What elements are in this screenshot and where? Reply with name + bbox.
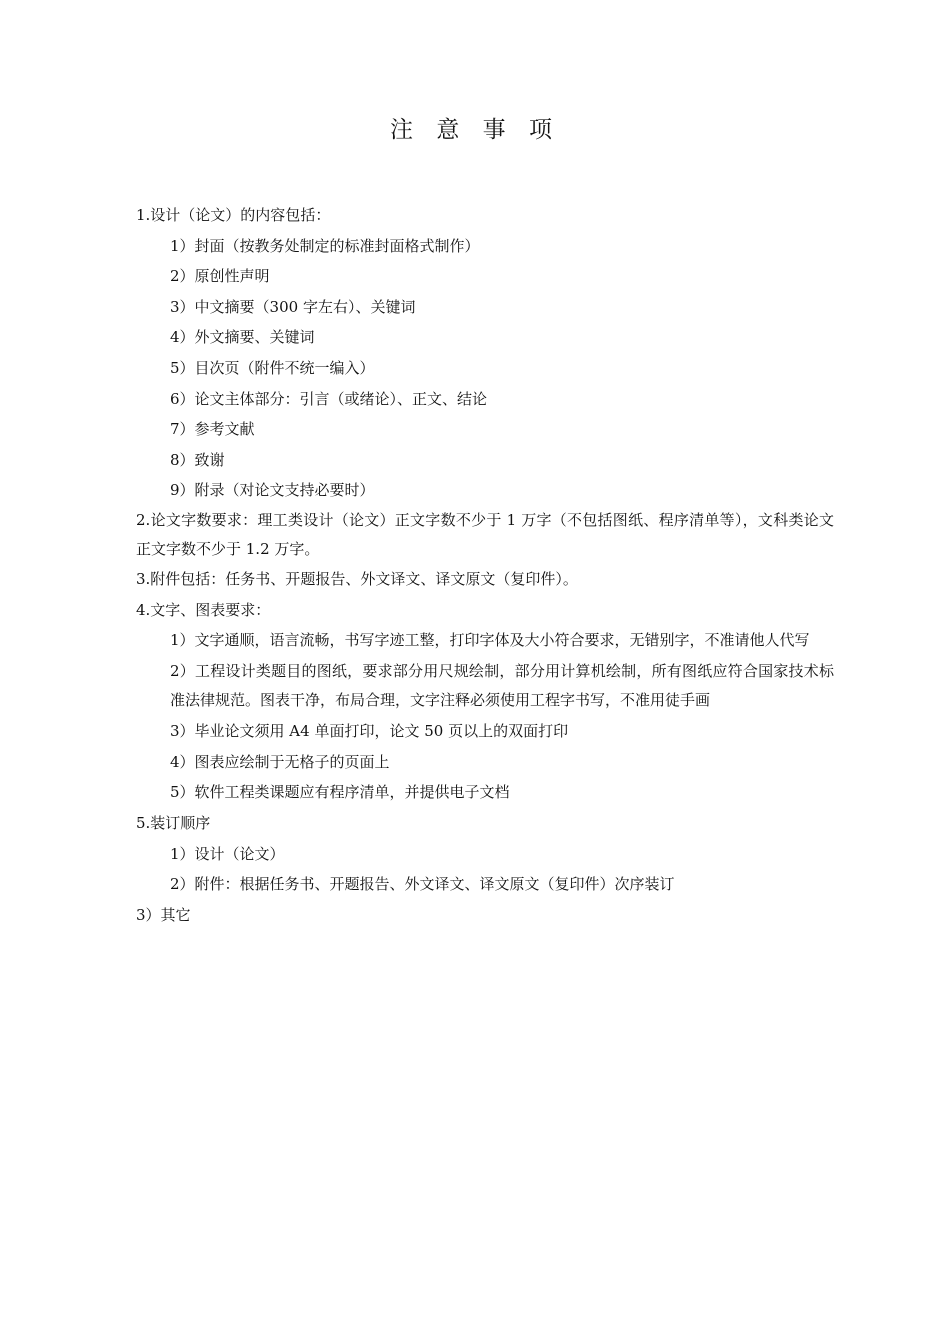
section-5-trailing-item: 3）其它 (136, 905, 191, 924)
list-item: 1）封面（按教务处制定的标准封面格式制作） (170, 236, 480, 255)
section-3-text: 3.附件包括：任务书、开题报告、外文译文、译文原文（复印件）。 (136, 569, 578, 588)
section-5-heading: 5.装订顺序 (136, 813, 211, 832)
section-1-heading: 1.设计（论文）的内容包括： (136, 206, 331, 224)
list-item: 2）附件：根据任务书、开题报告、外文译文、译文原文（复印件）次序装订 (170, 875, 675, 894)
list-item: 3）中文摘要（300 字左右）、关键词 (170, 297, 416, 316)
list-item: 5）目次页（附件不统一编入） (170, 358, 375, 377)
list-item: 1）文字通顺，语言流畅，书写字迹工整，打印字体及大小符合要求，无错别字，不准请他人代写 (170, 631, 810, 650)
notice-content (136, 200, 834, 930)
section-4-heading: 4.文字、图表要求： (136, 600, 271, 619)
list-item: 8）致谢 (170, 450, 225, 469)
list-item: 4）外文摘要、关键词 (170, 328, 315, 347)
list-item: 2）原创性声明 (170, 267, 270, 286)
list-item: 1）设计（论文） (170, 844, 285, 863)
list-item: 6）论文主体部分：引言（或绪论）、正文、结论 (170, 389, 488, 408)
list-item: 9）附录（对论文支持必要时） (170, 481, 375, 500)
section-2-text: 2.论文字数要求：理工类设计（论文）正文字数不少于 1 万字（不包括图纸、程序清单等），文科类论文正文字数不少于 1.2 万字。 (136, 510, 834, 558)
page-title: 注 意 事 项 (390, 117, 560, 143)
list-item: 5）软件工程类课题应有程序清单，并提供电子文档 (170, 783, 510, 802)
list-item: 7）参考文献 (170, 420, 255, 439)
list-item: 2）工程设计类题目的图纸，要求部分用尺规绘制，部分用计算机绘制，所有图纸应符合国家技术标准法律规范。图表干净，布局合理，文字注释必须使用工程字书写，不准用徒手画 (170, 662, 834, 710)
list-item: 4）图表应绘制于无格子的页面上 (170, 752, 390, 771)
list-item: 3）毕业论文须用 A4 单面打印，论文 50 页以上的双面打印 (170, 722, 569, 741)
